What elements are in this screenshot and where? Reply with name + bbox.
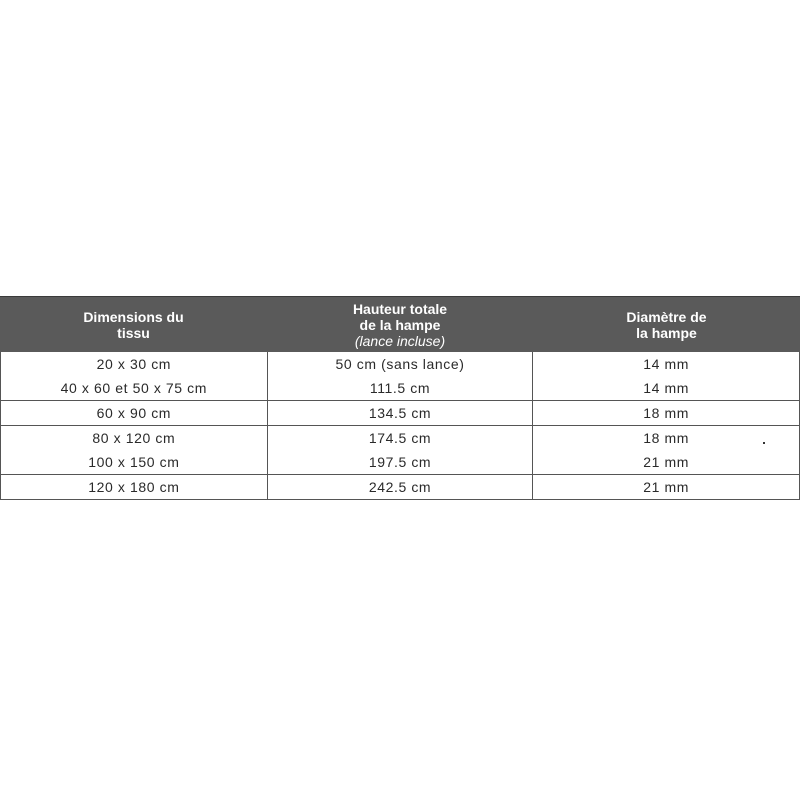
- column-dimensions: [0, 352, 268, 400]
- cell-dimensions: 40 x 60 et 50 x 75 cm: [60, 380, 208, 396]
- header-hauteur-line3: (lance incluse): [354, 332, 446, 349]
- cell-dimensions: 60 x 90 cm: [96, 405, 172, 421]
- column-dimensions: [0, 401, 268, 425]
- cell-dimensions: 120 x 180 cm: [88, 479, 180, 495]
- table-row-group: [0, 426, 800, 475]
- cell-hauteur: 134.5 cm: [368, 405, 432, 421]
- table-row-group: [0, 352, 800, 401]
- column-diametre: [533, 475, 800, 499]
- cell-hauteur: 197.5 cm: [368, 454, 432, 470]
- column-dimensions: [0, 426, 268, 474]
- stray-dot: [763, 442, 765, 444]
- header-dimensions-line2: tissu: [117, 324, 150, 341]
- column-hauteur: [268, 401, 534, 425]
- cell-diametre: 18 mm: [643, 430, 690, 446]
- cell-diametre: 21 mm: [643, 454, 690, 470]
- cell-dimensions: 100 x 150 cm: [88, 454, 180, 470]
- column-hauteur: [268, 426, 534, 474]
- cell-diametre: 14 mm: [643, 380, 690, 396]
- cell-hauteur: 242.5 cm: [368, 479, 432, 495]
- cell-hauteur: 111.5 cm: [369, 380, 431, 396]
- column-diametre: [533, 401, 800, 425]
- dimensions-table: [0, 296, 800, 500]
- cell-dimensions: 80 x 120 cm: [92, 430, 176, 446]
- column-diametre: [533, 426, 800, 474]
- header-hauteur: [267, 297, 533, 352]
- header-dimensions-line1: Dimensions du: [83, 308, 184, 325]
- table-header: [0, 296, 800, 352]
- header-dimensions: [0, 297, 267, 352]
- header-hauteur-line1: Hauteur totale: [352, 300, 448, 317]
- cell-diametre: 21 mm: [643, 479, 690, 495]
- table-row-group: [0, 475, 800, 500]
- cell-dimensions: 20 x 30 cm: [96, 356, 172, 372]
- header-diametre: [533, 297, 800, 352]
- table-row-group: [0, 401, 800, 426]
- column-diametre: [533, 352, 800, 400]
- header-diametre-line1: Diamètre de: [626, 308, 707, 325]
- cell-diametre: 14 mm: [643, 356, 690, 372]
- header-hauteur-line2: de la hampe: [359, 316, 441, 333]
- cell-hauteur: 50 cm (sans lance): [335, 356, 465, 372]
- table-body: [0, 352, 800, 500]
- column-dimensions: [0, 475, 268, 499]
- cell-diametre: 18 mm: [643, 405, 690, 421]
- column-hauteur: [268, 475, 534, 499]
- column-hauteur: [268, 352, 534, 400]
- header-diametre-line2: la hampe: [636, 324, 697, 341]
- cell-hauteur: 174.5 cm: [368, 430, 432, 446]
